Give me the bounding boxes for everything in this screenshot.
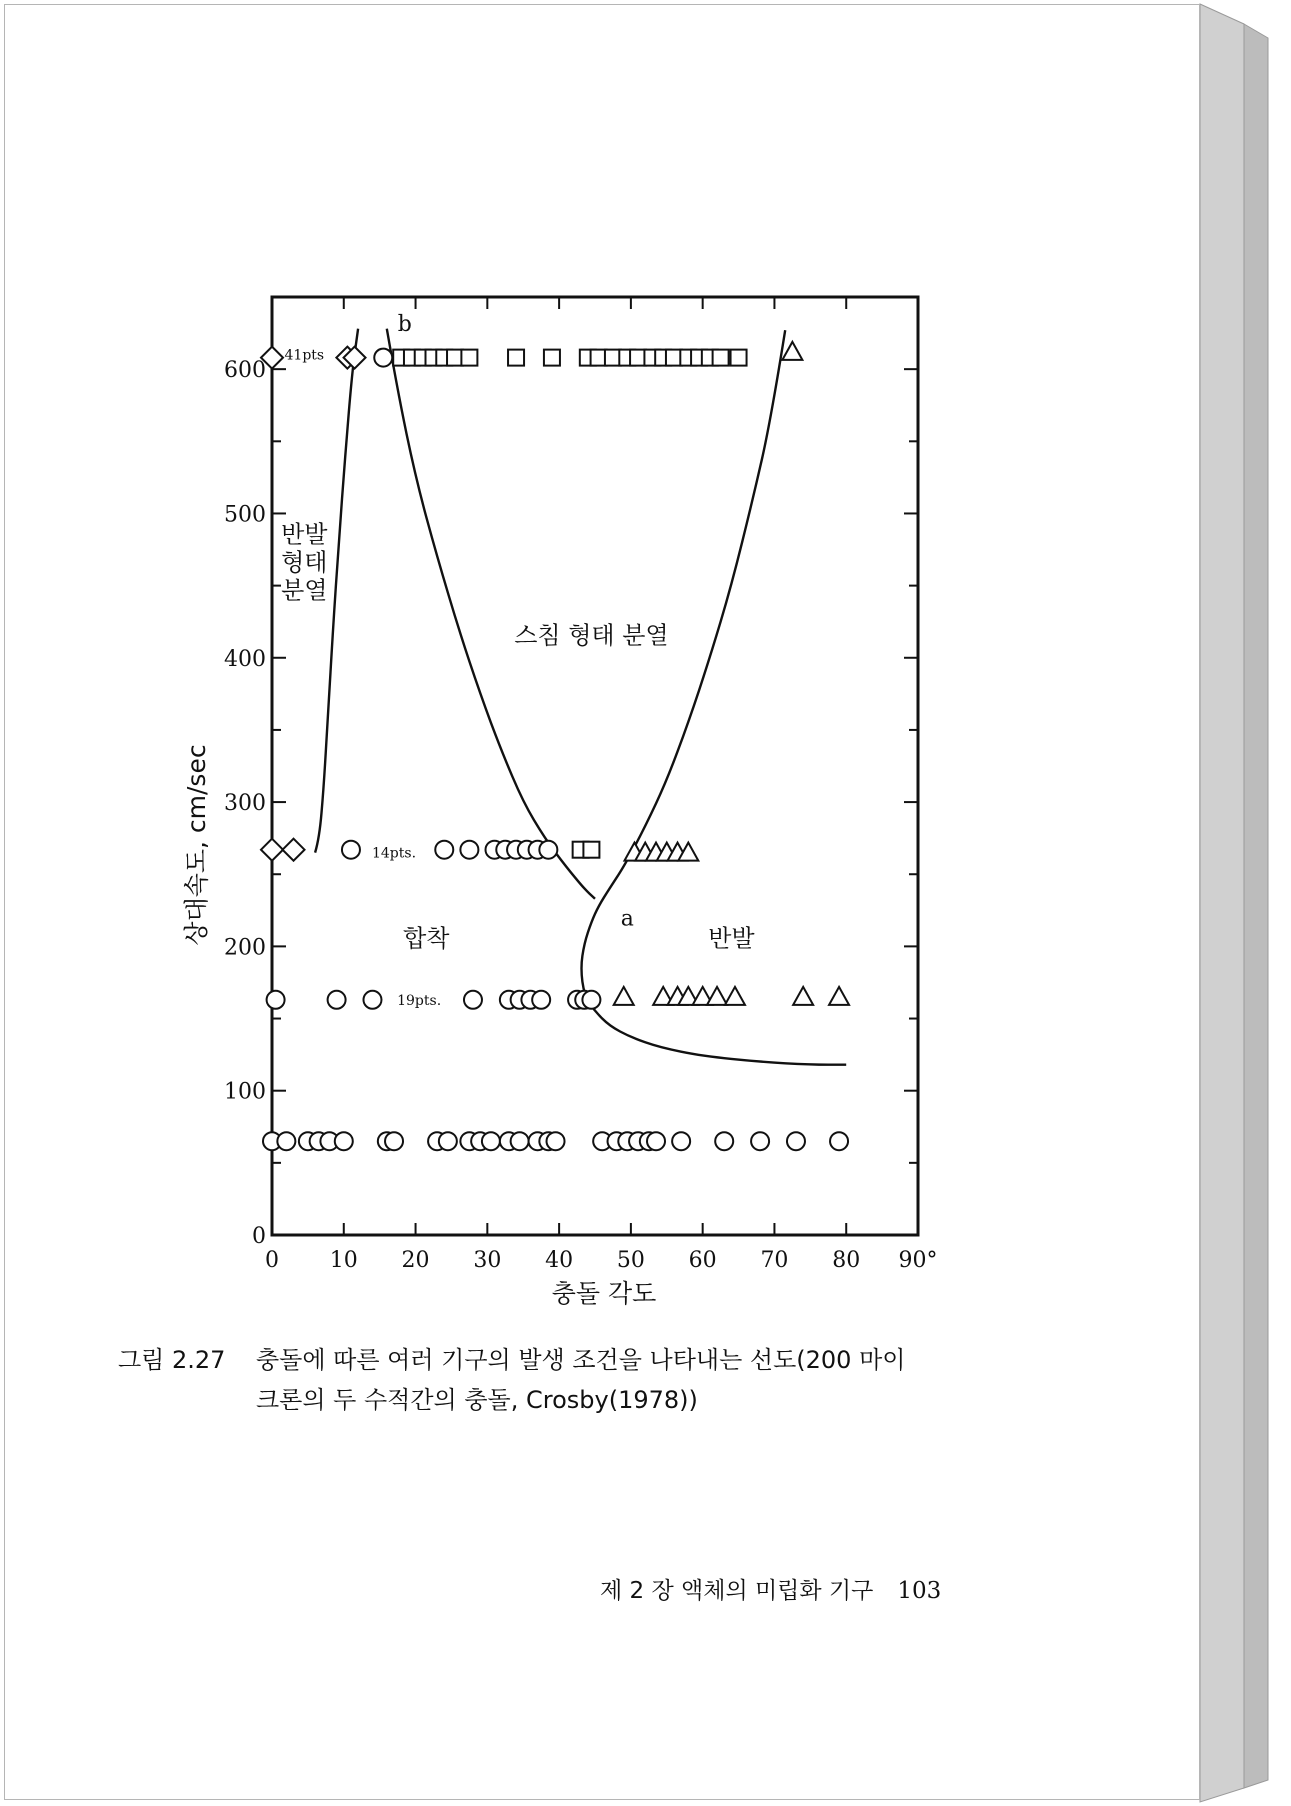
data-point-circle bbox=[439, 1132, 457, 1150]
y-tick-label: 200 bbox=[224, 935, 266, 961]
data-point-circle bbox=[547, 1132, 565, 1150]
y-tick-label: 500 bbox=[224, 502, 266, 528]
page-number: 103 bbox=[897, 1578, 942, 1604]
data-point-circle bbox=[532, 991, 550, 1009]
data-point-circle bbox=[460, 841, 478, 859]
y-tick-label: 100 bbox=[224, 1079, 266, 1105]
data-point-circle bbox=[482, 1132, 500, 1150]
data-point-circle bbox=[647, 1132, 665, 1150]
data-point-triangle bbox=[707, 987, 727, 1005]
caption-text bbox=[256, 1340, 1056, 1420]
data-point-circle bbox=[751, 1132, 769, 1150]
data-point-circle bbox=[435, 841, 453, 859]
annotations bbox=[285, 312, 634, 1009]
annotation-label: 19pts. bbox=[397, 992, 442, 1009]
data-point-square bbox=[461, 350, 477, 366]
region-label: 반발 bbox=[281, 520, 328, 549]
data-point-square bbox=[508, 350, 524, 366]
data-point-circle bbox=[267, 991, 285, 1009]
data-point-triangle bbox=[725, 987, 745, 1005]
y-tick-label: 600 bbox=[224, 358, 266, 384]
data-point-circle bbox=[464, 991, 482, 1009]
y-tick-labels bbox=[224, 358, 266, 1249]
region-label: 스침 형태 분열 bbox=[514, 621, 669, 650]
y-tick-label: 400 bbox=[224, 646, 266, 672]
caption-line-1: 충돌에 따른 여러 기구의 발생 조건을 나타내는 선도(200 마이 bbox=[256, 1346, 906, 1374]
data-point-circle bbox=[363, 991, 381, 1009]
y-tick-label: 300 bbox=[224, 791, 266, 817]
region-label: 합착 bbox=[403, 924, 450, 953]
data-point-circle bbox=[342, 841, 360, 859]
annotation-label: 41pts bbox=[284, 347, 325, 364]
annotation-label: b bbox=[397, 311, 412, 337]
region-label: 반발 bbox=[708, 924, 755, 953]
x-tick-label: 90° bbox=[898, 1248, 938, 1273]
x-tick-label: 0 bbox=[265, 1248, 279, 1273]
x-tick-labels bbox=[265, 1248, 938, 1273]
boundary-curves bbox=[315, 329, 846, 1065]
y-tick-label: 0 bbox=[252, 1224, 266, 1249]
x-tick-label: 80 bbox=[832, 1248, 861, 1273]
x-tick-label: 30 bbox=[473, 1248, 502, 1273]
data-point-triangle bbox=[829, 987, 849, 1005]
y-axis-title: 상대속도, cm/sec bbox=[182, 744, 211, 946]
data-point-circle bbox=[277, 1132, 295, 1150]
data-point-circle bbox=[328, 991, 346, 1009]
data-point-diamond bbox=[261, 839, 283, 861]
data-point-triangle bbox=[614, 987, 634, 1005]
data-point-circle bbox=[672, 1132, 690, 1150]
x-tick-label: 70 bbox=[760, 1248, 789, 1273]
data-point-square bbox=[583, 842, 599, 858]
page-footer bbox=[600, 1572, 941, 1605]
data-point-circle bbox=[582, 991, 600, 1009]
data-point-circle bbox=[715, 1132, 733, 1150]
axis-ticks bbox=[272, 297, 918, 1235]
x-tick-label: 60 bbox=[688, 1248, 717, 1273]
chapter-title: 제 2 장 액체의 미립화 기구 bbox=[600, 1578, 874, 1604]
data-point-square bbox=[731, 350, 747, 366]
region-label: 형태 bbox=[281, 548, 328, 577]
data-point-circle bbox=[385, 1132, 403, 1150]
caption-line-2: 크론의 두 수적간의 충돌, Crosby(1978)) bbox=[256, 1386, 698, 1414]
data-point-diamond bbox=[283, 839, 305, 861]
data-point-circle bbox=[830, 1132, 848, 1150]
x-tick-label: 40 bbox=[545, 1248, 574, 1273]
data-point-circle bbox=[374, 349, 392, 367]
plot-frame bbox=[272, 297, 918, 1235]
data-point-square bbox=[713, 350, 729, 366]
data-point-square bbox=[544, 350, 560, 366]
data-point-triangle bbox=[782, 342, 802, 360]
caption-label: 그림 2.27 bbox=[118, 1346, 226, 1374]
curve-b bbox=[387, 329, 595, 899]
x-tick-label: 50 bbox=[616, 1248, 645, 1273]
curve-a bbox=[582, 330, 847, 1064]
data-point-circle bbox=[511, 1132, 529, 1150]
x-axis-title: 충돌 각도 bbox=[551, 1279, 657, 1308]
region-label: 분열 bbox=[281, 576, 328, 605]
annotation-label: a bbox=[620, 906, 634, 932]
annotation-label: 14pts. bbox=[371, 845, 417, 862]
data-point-triangle bbox=[793, 987, 813, 1005]
data-point-circle bbox=[787, 1132, 805, 1150]
x-tick-label: 10 bbox=[329, 1248, 358, 1273]
data-point-circle bbox=[539, 841, 557, 859]
data-point-circle bbox=[335, 1132, 353, 1150]
x-tick-label: 20 bbox=[401, 1248, 430, 1273]
